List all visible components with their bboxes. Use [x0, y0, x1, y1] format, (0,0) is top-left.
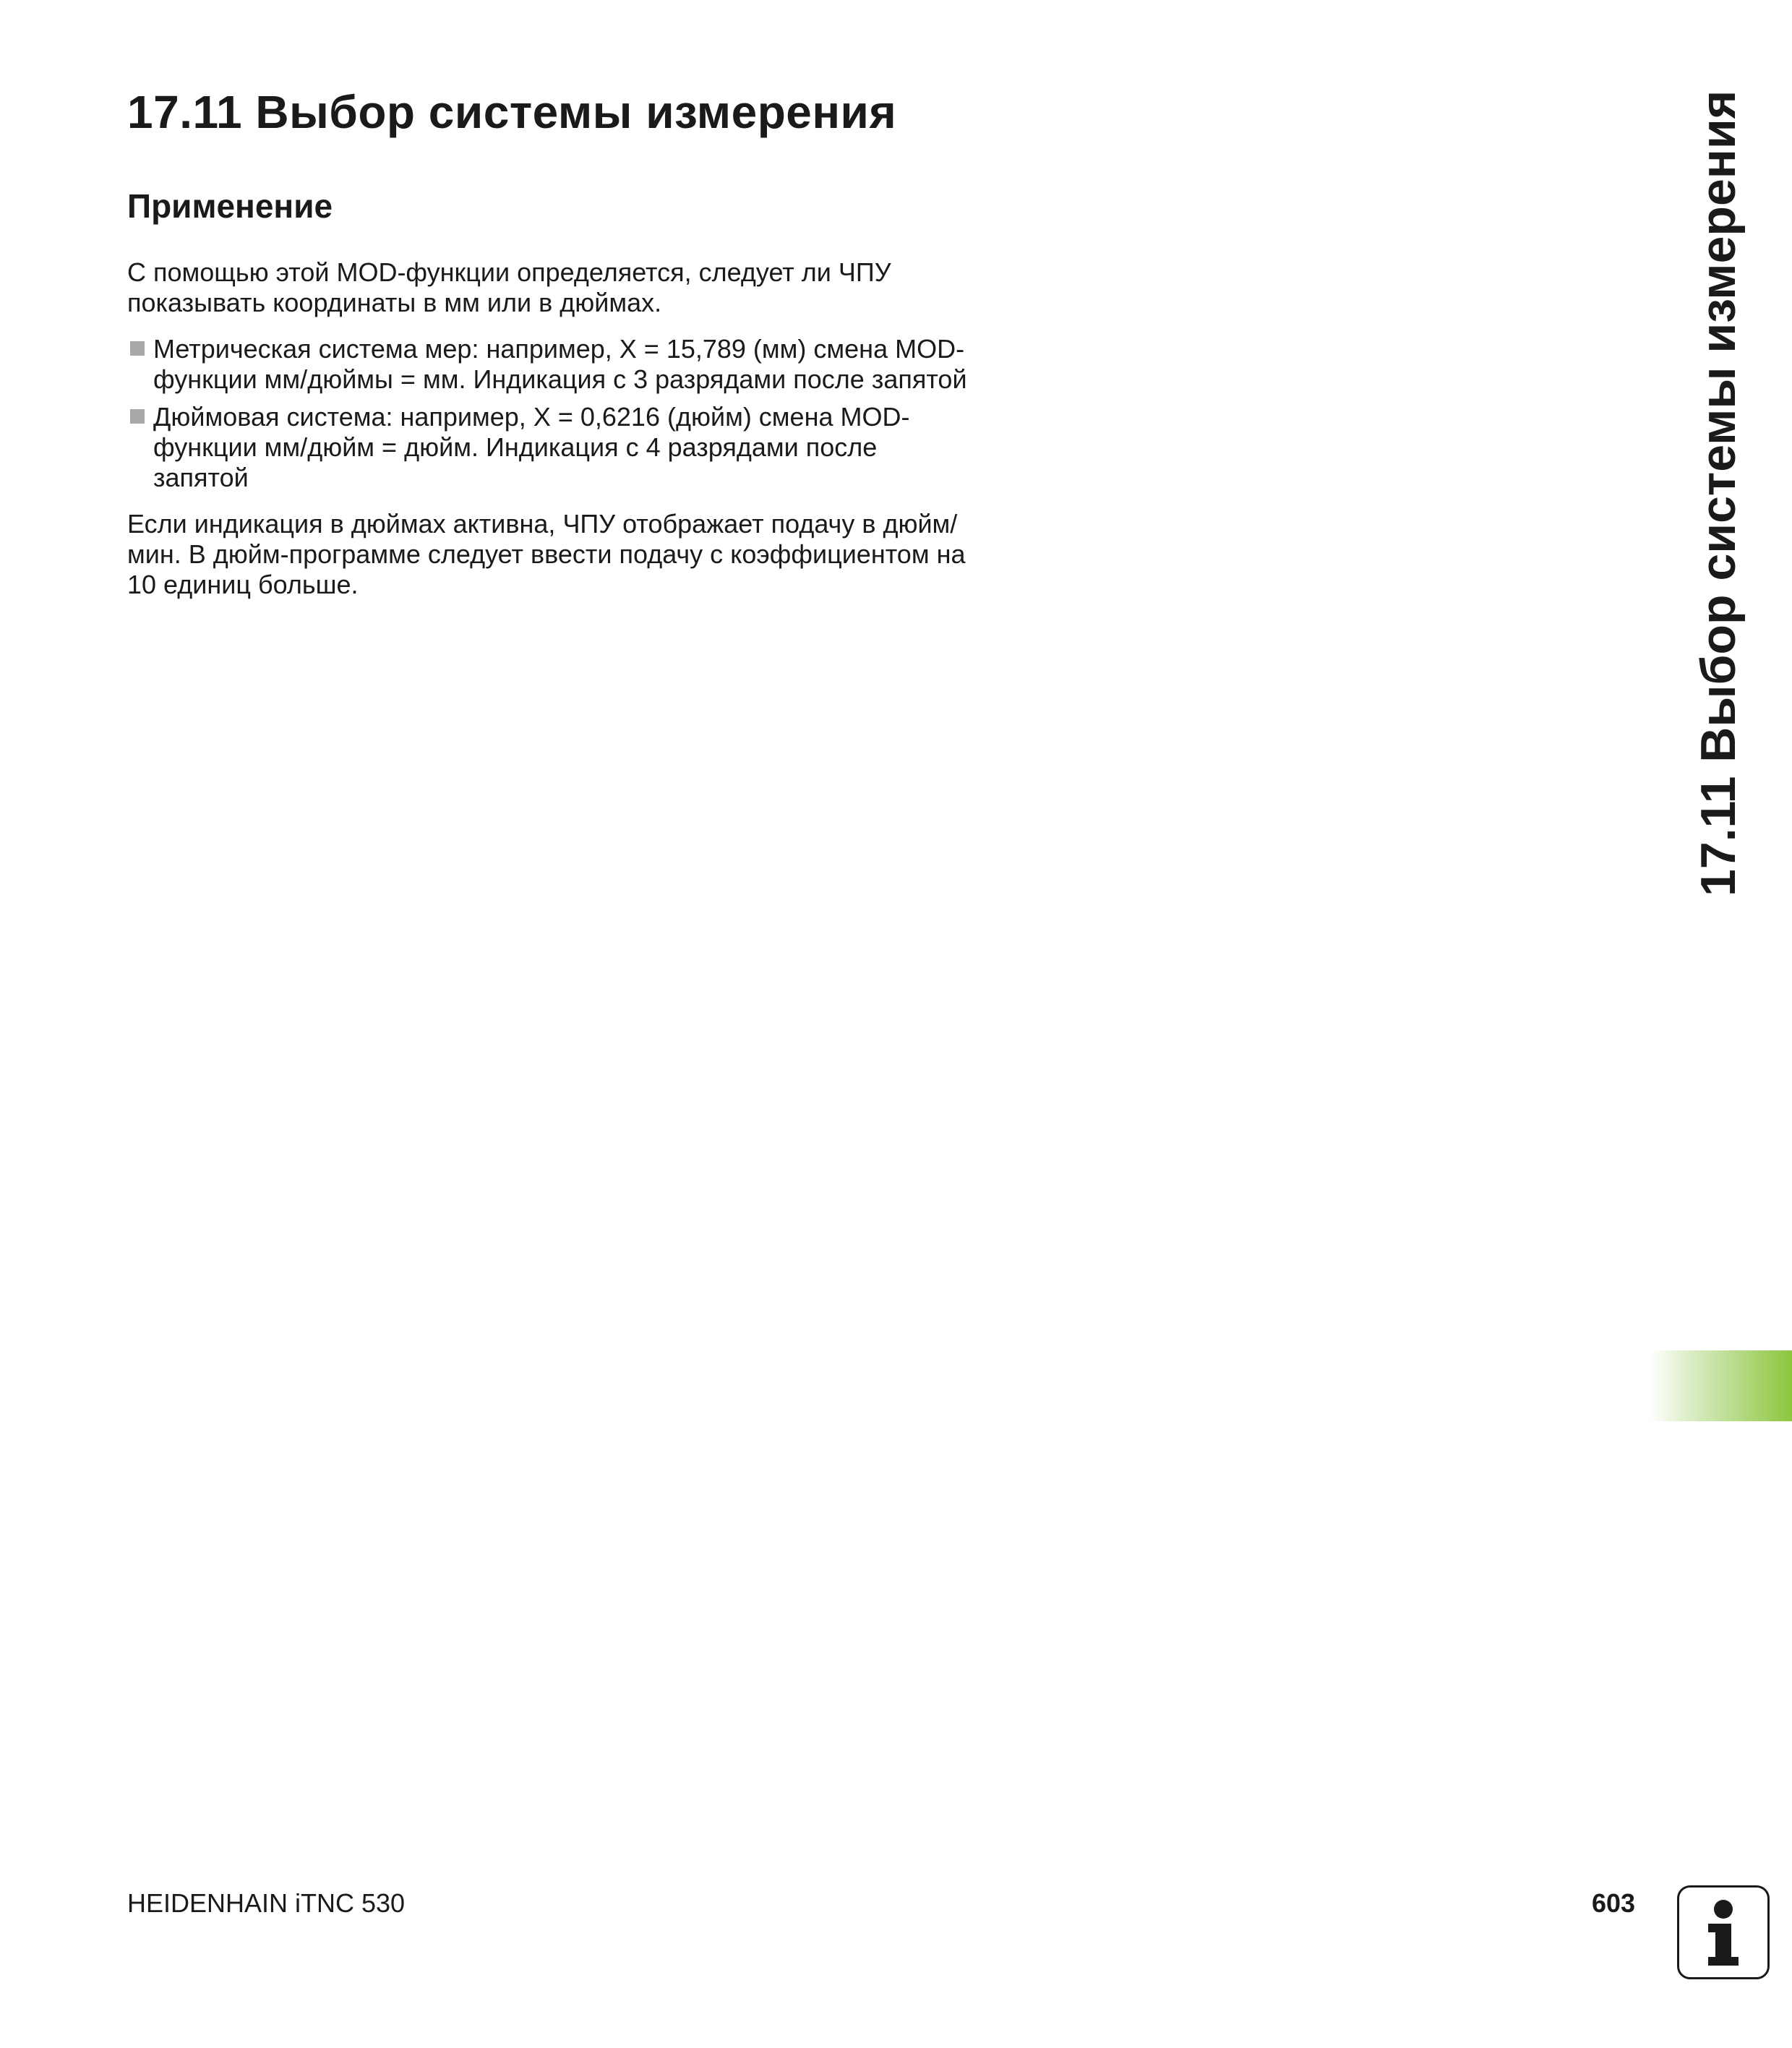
square-bullet-icon: [130, 341, 145, 356]
closing-paragraph: Если индикация в дюймах активна, ЧПУ отображает подачу в дюйм/мин. В дюйм-программе следует ввести подачу с коэффициентом на 10 единиц больше.: [127, 509, 966, 599]
page-title: 17.11 Выбор системы измерения: [127, 86, 897, 138]
list-item-text: Метрическая система мер: например, X = 15,789 (мм) смена MOD-функции мм/дюймы = мм. Индикация с 3 разрядами после запятой: [153, 334, 967, 394]
list-item: [127, 334, 973, 395]
section-body: [127, 257, 973, 600]
chapter-color-tab: [1650, 1350, 1792, 1421]
section-heading: Применение: [127, 187, 333, 225]
footer-product-name: HEIDENHAIN iTNC 530: [127, 1888, 406, 1918]
square-bullet-icon: [130, 409, 145, 424]
bullet-list: [127, 334, 973, 493]
list-item: [127, 402, 973, 493]
page-number: 603: [1592, 1888, 1636, 1918]
info-icon: [1677, 1885, 1770, 1979]
list-item-text: Дюймовая система: например, X = 0,6216 (дюйм) смена MOD-функции мм/дюйм = дюйм. Индикация с 4 разрядами после запятой: [153, 402, 910, 492]
intro-paragraph: С помощью этой MOD-функции определяется, следует ли ЧПУ показывать координаты в мм или в дюймах.: [127, 257, 891, 317]
side-chapter-tab: [1688, 87, 1753, 896]
side-chapter-title: 17.11 Выбор системы измерения: [1691, 90, 1746, 896]
